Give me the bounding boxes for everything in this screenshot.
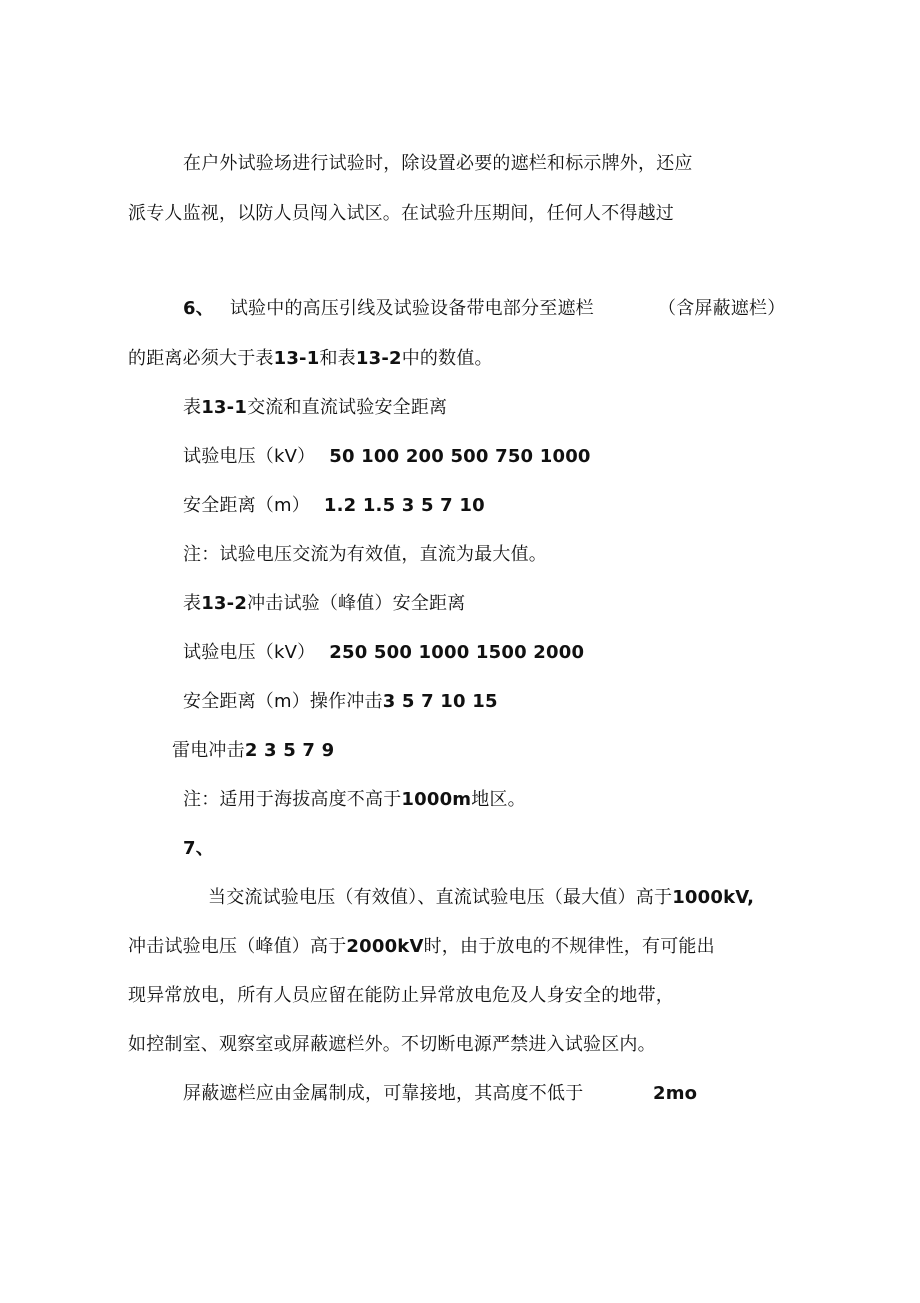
row-values: 250 500 1000 1500 2000 xyxy=(329,642,585,663)
item-7-line-3 xyxy=(128,984,674,1008)
table-13-1-voltage-row xyxy=(183,445,591,469)
text: 现异常放电，所有人员应留在能防止异常放电危及人身安全的地带， xyxy=(128,985,674,1006)
text: 冲击试验电压（峰值）高于 xyxy=(128,936,347,957)
row-values: 3 5 7 10 15 xyxy=(382,691,498,712)
item-7-line-1 xyxy=(208,886,754,910)
text: 交流和直流试验安全距离 xyxy=(247,397,448,418)
table-number: 13-1 xyxy=(201,397,248,418)
table-13-2-note xyxy=(183,788,526,812)
row-label: 试验电压（kV） xyxy=(183,446,316,467)
text: （含屏蔽遮栏） xyxy=(658,298,786,319)
altitude-value: 1000m xyxy=(401,789,472,810)
text: 屏蔽遮栏应由金属制成，可靠接地，其高度不低于 xyxy=(183,1083,584,1104)
item-number: 7、 xyxy=(183,838,214,859)
height-value: 2mo xyxy=(653,1083,698,1104)
paragraph-line xyxy=(128,202,674,226)
final-line xyxy=(183,1082,583,1106)
text: 在户外试验场进行试验时，除设置必要的遮栏和标示牌外，还应 xyxy=(183,153,693,174)
text: 注：适用于海拔高度不高于 xyxy=(183,789,402,810)
row-values: 50 100 200 500 750 1000 xyxy=(329,446,591,467)
text: 如控制室、观察室或屏蔽遮栏外。不切断电源严禁进入试验区内。 xyxy=(128,1034,656,1055)
table-ref: 13-2 xyxy=(355,348,402,369)
table-number: 13-2 xyxy=(201,593,248,614)
item-7-line-2 xyxy=(128,935,715,959)
item-6-line-2 xyxy=(128,347,493,371)
row-label: 安全距离（m） xyxy=(183,495,310,516)
text: 中的数值。 xyxy=(401,348,493,369)
row-label: 雷电冲击 xyxy=(172,740,245,761)
table-13-1-title xyxy=(183,396,447,420)
text: 当交流试验电压（有效值）、直流试验电压（最大值）高于 xyxy=(208,887,673,908)
table-13-2-lightning-row xyxy=(172,739,334,763)
voltage-value: 2000kV xyxy=(346,936,424,957)
final-height-value xyxy=(653,1082,697,1106)
item-6-line-1 xyxy=(183,297,594,321)
text: 注：试验电压交流为有效值，直流为最大值。 xyxy=(183,544,547,565)
item-6-parenthetical xyxy=(658,297,785,321)
row-values: 2 3 5 7 9 xyxy=(244,740,335,761)
table-13-2-title xyxy=(183,592,465,616)
text: 表 xyxy=(183,593,202,614)
voltage-value: 1000kV, xyxy=(672,887,755,908)
table-13-1-note xyxy=(183,543,547,567)
row-label: 试验电压（kV） xyxy=(183,642,316,663)
item-number: 6、 xyxy=(183,298,214,319)
text: 试验中的高压引线及试验设备带电部分至遮栏 xyxy=(229,298,594,319)
table-13-2-voltage-row xyxy=(183,641,584,665)
text: 派专人监视，以防人员闯入试区。在试验升压期间，任何人不得越过 xyxy=(128,203,674,224)
paragraph-line xyxy=(183,152,693,176)
table-13-2-distance-row xyxy=(183,690,498,714)
text: 和表 xyxy=(319,348,356,369)
table-13-1-distance-row xyxy=(183,494,485,518)
text: 地区。 xyxy=(471,789,526,810)
item-7-line-4 xyxy=(128,1033,656,1057)
text: 时，由于放电的不规律性，有可能出 xyxy=(423,936,715,957)
row-label: 安全距离（m）操作冲击 xyxy=(183,691,383,712)
text: 表 xyxy=(183,397,202,418)
item-7-number xyxy=(183,837,214,861)
text: 冲击试验（峰值）安全距离 xyxy=(247,593,466,614)
table-ref: 13-1 xyxy=(273,348,320,369)
text: 的距离必须大于表 xyxy=(128,348,274,369)
row-values: 1.2 1.5 3 5 7 10 xyxy=(323,495,485,516)
